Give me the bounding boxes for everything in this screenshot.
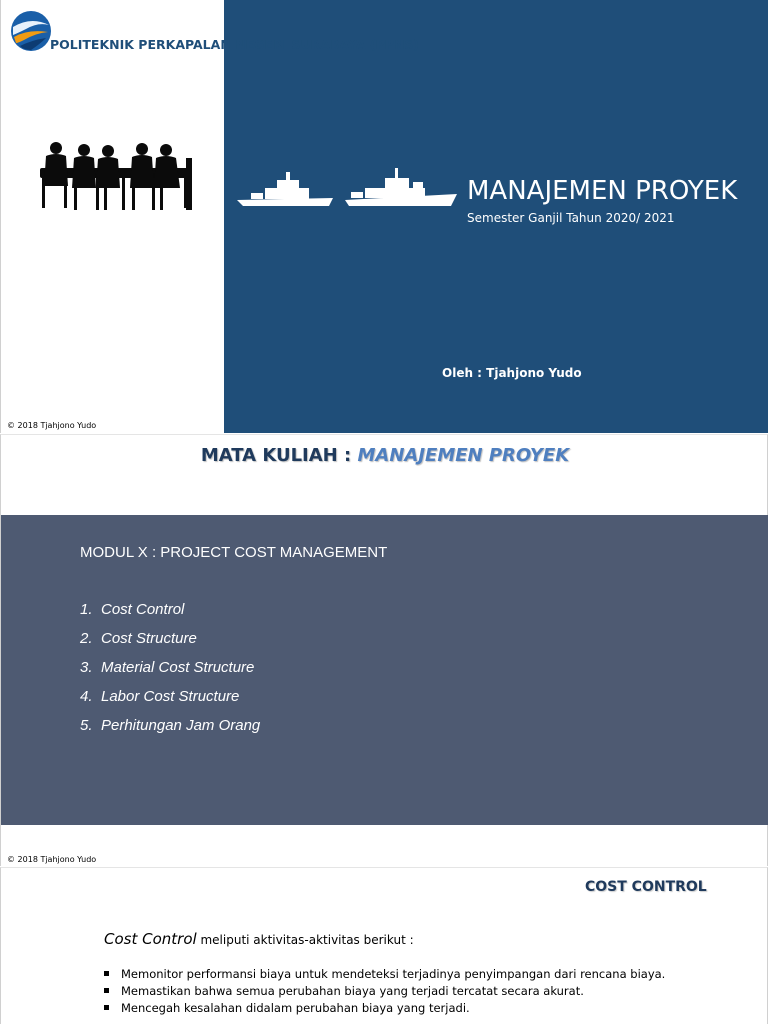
bullet-square-icon — [104, 988, 109, 993]
topic-label: Perhitungan Jam Orang — [101, 717, 261, 734]
topic-number: 4. — [80, 688, 93, 705]
topic-number: 5. — [80, 717, 93, 734]
course-title: MANAJEMEN PROYEK — [467, 176, 738, 206]
topic-item — [80, 717, 260, 746]
bullet-square-icon — [104, 1005, 109, 1010]
section-heading: COST CONTROL — [585, 879, 707, 895]
semester-subtitle: Semester Ganjil Tahun 2020/ 2021 — [467, 211, 675, 225]
topic-label: Cost Control — [101, 601, 185, 618]
activity-item — [104, 1001, 665, 1018]
ships-icon — [237, 166, 461, 208]
activity-text: Memastikan bahwa semua perubahan biaya yang terjadi tercatat secara akurat. — [121, 984, 584, 998]
copyright-note: © 2018 Tjahjono Yudo — [7, 855, 97, 864]
module-panel — [1, 515, 768, 825]
author-line: Oleh : Tjahjono Yudo — [442, 366, 582, 380]
activity-text: Mencegah kesalahan didalam perubahan biaya yang terjadi. — [121, 1001, 470, 1015]
course-heading-prefix: MATA KULIAH : — [200, 445, 358, 466]
institution-name: POLITEKNIK PERKAPALAN NEGERI SURABAYA (PPNS) — [50, 37, 420, 52]
topic-label: Material Cost Structure — [101, 659, 255, 676]
topic-number: 2. — [80, 630, 93, 647]
topic-item — [80, 688, 260, 717]
course-heading-name: MANAJEMEN PROYEK — [357, 445, 570, 466]
copyright-note: © 2018 Tjahjono Yudo — [7, 421, 97, 430]
topic-label: Labor Cost Structure — [101, 688, 240, 705]
topic-label: Cost Structure — [101, 630, 197, 647]
ppns-logo-icon — [10, 10, 52, 52]
module-title: MODUL X : PROJECT COST MANAGEMENT — [80, 544, 388, 561]
intro-term: Cost Control — [104, 930, 197, 948]
topic-item — [80, 601, 260, 630]
activity-item — [104, 967, 665, 984]
outline-slide — [0, 434, 768, 866]
intro-line — [104, 929, 414, 948]
topic-list — [80, 601, 260, 746]
activity-text: Memonitor performansi biaya untuk mendeteksi terjadinya penyimpangan dari rencana biaya. — [121, 967, 666, 981]
topic-item — [80, 630, 260, 659]
bullet-square-icon — [104, 971, 109, 976]
meeting-people-icon — [34, 138, 194, 212]
cost-control-slide — [0, 867, 768, 1024]
course-heading — [1, 445, 768, 466]
intro-text: meliputi aktivitas-aktivitas berikut : — [196, 933, 414, 947]
topic-item — [80, 659, 260, 688]
topic-number: 1. — [80, 601, 93, 618]
activity-item — [104, 984, 665, 1001]
topic-number: 3. — [80, 659, 93, 676]
title-slide — [0, 0, 768, 433]
activity-list — [104, 967, 665, 1018]
